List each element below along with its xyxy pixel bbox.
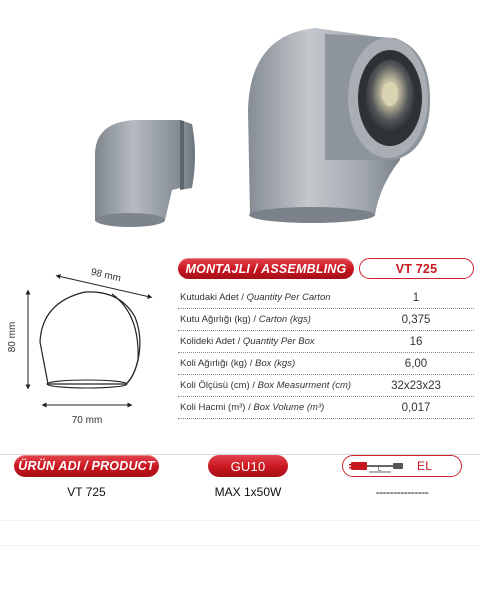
spec-label xyxy=(178,336,358,347)
spec-separator: / xyxy=(249,380,258,391)
model-code: VT 725 xyxy=(395,261,438,276)
product-photo-large xyxy=(230,10,445,225)
spec-row xyxy=(178,353,474,375)
spec-value: 1 xyxy=(412,291,420,304)
assembling-label-en: ASSEMBLING xyxy=(261,261,347,276)
spec-label-tr: Koli Hacmi (m³) xyxy=(180,402,246,413)
electrical-label: EL xyxy=(417,459,433,473)
spec-row xyxy=(178,331,474,353)
spec-label-en: Box Measurment (cm) xyxy=(257,380,352,391)
divider xyxy=(0,545,480,546)
spec-value: 0,017 xyxy=(401,401,431,414)
spec-separator: / xyxy=(245,402,254,413)
product-separator: / xyxy=(80,459,92,473)
cable-plug-icon xyxy=(349,458,407,474)
spec-label-en: Carton (kgs) xyxy=(258,314,311,325)
spec-value: 6,00 xyxy=(404,357,428,370)
fixture-outline xyxy=(40,292,140,384)
dimension-drawing xyxy=(0,262,170,434)
spec-label-en: Quantity Per Carton xyxy=(246,292,331,303)
product-label-en: PRODUCT xyxy=(91,459,155,473)
spec-label-tr: Kutu Ağırlığı (kg) xyxy=(180,314,251,325)
lamp-type-label: GU10 xyxy=(230,458,266,474)
spec-separator: / xyxy=(250,314,259,325)
spec-label xyxy=(178,292,358,303)
spec-label xyxy=(178,402,358,413)
width-label: 98 mm xyxy=(89,266,122,285)
spec-label-tr: Kolideki Adet xyxy=(180,336,235,347)
assembling-label-tr: MONTAJLI xyxy=(185,261,251,276)
spec-separator: / xyxy=(238,292,247,303)
spec-label-en: Box (kgs) xyxy=(254,358,296,369)
spec-label xyxy=(178,358,358,369)
spec-row xyxy=(178,309,474,331)
product-header xyxy=(14,455,159,477)
lamp-type-badge xyxy=(208,455,288,477)
spec-separator: / xyxy=(234,336,243,347)
spec-label-en: Quantity Per Box xyxy=(242,336,315,347)
base-label: 70 mm xyxy=(71,415,103,426)
product-label-tr: ÜRÜN ADI xyxy=(18,459,81,473)
electrical-badge xyxy=(342,455,462,477)
spec-label xyxy=(178,380,358,391)
spec-label-tr: Koli Ölçüsü (cm) xyxy=(180,380,250,391)
spec-label-en: Box Volume (m³) xyxy=(253,402,325,413)
spec-value: 32x23x23 xyxy=(391,379,441,392)
spec-separator: / xyxy=(247,358,255,369)
spec-label xyxy=(178,314,358,325)
assembling-header xyxy=(178,258,354,279)
product-name-value: VT 725 xyxy=(67,485,106,499)
spec-value: 16 xyxy=(409,335,423,348)
lamp-power-value: MAX 1x50W xyxy=(214,485,282,499)
spec-row xyxy=(178,375,474,397)
svg-text:L: L xyxy=(378,467,382,473)
assembling-separator: / xyxy=(250,261,262,276)
spec-label-tr: Koli Ağırlığı (kg) xyxy=(180,358,248,369)
spec-label-tr: Kutudaki Adet xyxy=(180,292,239,303)
spec-value: 0,375 xyxy=(401,313,431,326)
height-label: 80 mm xyxy=(7,321,18,353)
spec-row xyxy=(178,397,474,419)
spec-row xyxy=(178,287,474,309)
spec-table xyxy=(178,287,474,419)
divider xyxy=(0,520,480,521)
product-photo-small xyxy=(80,110,210,230)
model-badge xyxy=(359,258,474,279)
electrical-value: --------------- xyxy=(375,485,429,499)
